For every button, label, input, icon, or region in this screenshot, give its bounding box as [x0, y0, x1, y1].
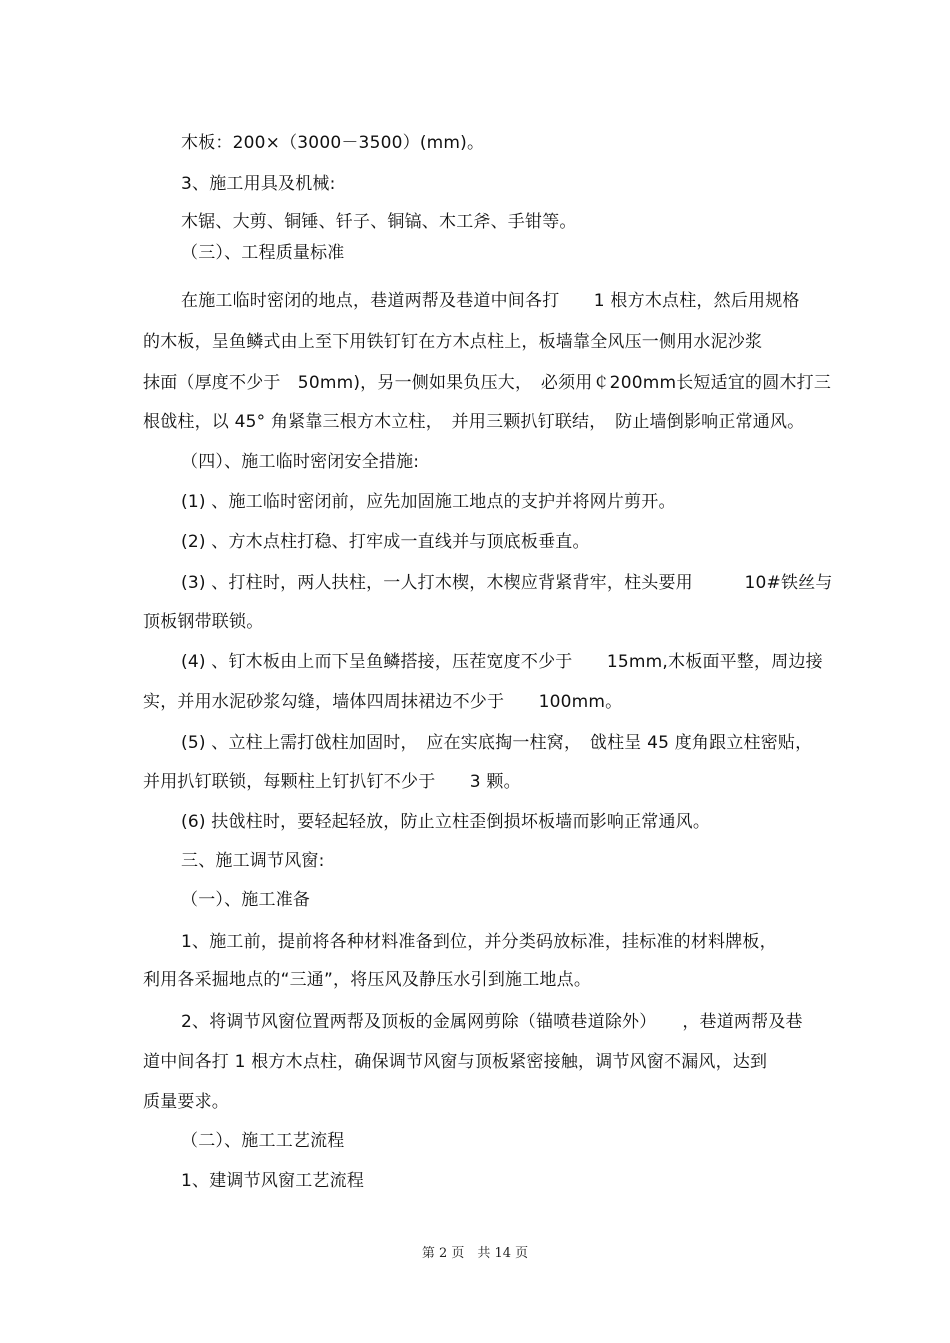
section-heading: （一）、施工准备: [181, 890, 311, 910]
page-footer: 第 2 页 共 14 页: [421, 1246, 529, 1261]
text-line: 根戗柱，以 45° 角紧靠三根方木立柱， 并用三颗扒钉联结， 防止墙倒影响正常通风。: [143, 412, 805, 432]
text-line: (6) 扶戗柱时，要轻起轻放，防止立柱歪倒损坏板墙而影响正常通风。: [181, 812, 711, 832]
text-line: 道中间各打 1 根方木点柱，确保调节风窗与顶板紧密接触，调节风窗不漏风，达到: [143, 1052, 768, 1072]
text-line: 木锯、大剪、铜锤、钎子、铜镐、木工斧、手钳等。: [181, 212, 577, 232]
section-heading: （四）、施工临时密闭安全措施:: [181, 452, 420, 472]
text-line: 3、施工用具及机械:: [181, 174, 336, 194]
text-line: 并用扒钉联锁，每颗柱上钉扒钉不少于 3 颗。: [143, 772, 521, 792]
text-line: (1) 、施工临时密闭前，应先加固施工地点的支护并将网片剪开。: [181, 492, 676, 512]
text-line: 质量要求。: [143, 1092, 229, 1112]
text-line: 1、建调节风窗工艺流程: [181, 1171, 365, 1191]
text-line: 实，并用水泥砂浆勾缝，墙体四周抹裙边不少于 100mm。: [143, 692, 623, 712]
text-line: 利用各采掘地点的“三通”，将压风及静压水引到施工地点。: [143, 970, 592, 990]
text-line: 抹面（厚度不少于 50mm)，另一侧如果负压大， 必须用￠200mm长短适宜的圆木打三: [143, 373, 832, 393]
section-heading: （三）、工程质量标准: [181, 243, 345, 263]
text-line: (5) 、立柱上需打戗柱加固时， 应在实底掏一柱窝， 戗柱呈 45 度角跟立柱密贴，: [181, 733, 813, 753]
text-line: 顶板钢带联锁。: [143, 612, 264, 632]
text-line: 的木板，呈鱼鳞式由上至下用铁钉钉在方木点柱上，板墙靠全风压一侧用水泥沙浆: [143, 332, 763, 352]
text-line: 1、施工前，提前将各种材料准备到位，并分类码放标准，挂标准的材料牌板，: [181, 932, 777, 952]
text-line: 2、将调节风窗位置两帮及顶板的金属网剪除（锚喷巷道除外） ，巷道两帮及巷: [181, 1012, 803, 1032]
text-line: 木板：200×（3000－3500）(mm)。: [181, 133, 485, 153]
text-line: (3) 、打柱时，两人扶柱，一人打木楔，木楔应背紧背牢，柱头要用 10#铁丝与: [181, 573, 833, 593]
text-line: 在施工临时密闭的地点，巷道两帮及巷道中间各打 1 根方木点柱，然后用规格: [181, 291, 800, 311]
text-line: (2) 、方木点柱打稳、打牢成一直线并与顶底板垂直。: [181, 532, 590, 552]
section-heading: （二）、施工工艺流程: [181, 1131, 345, 1151]
text-line: (4) 、钉木板由上而下呈鱼鳞搭接，压茬宽度不少于 15mm,木板面平整，周边接: [181, 652, 823, 672]
section-heading: 三、施工调节风窗:: [181, 851, 325, 871]
